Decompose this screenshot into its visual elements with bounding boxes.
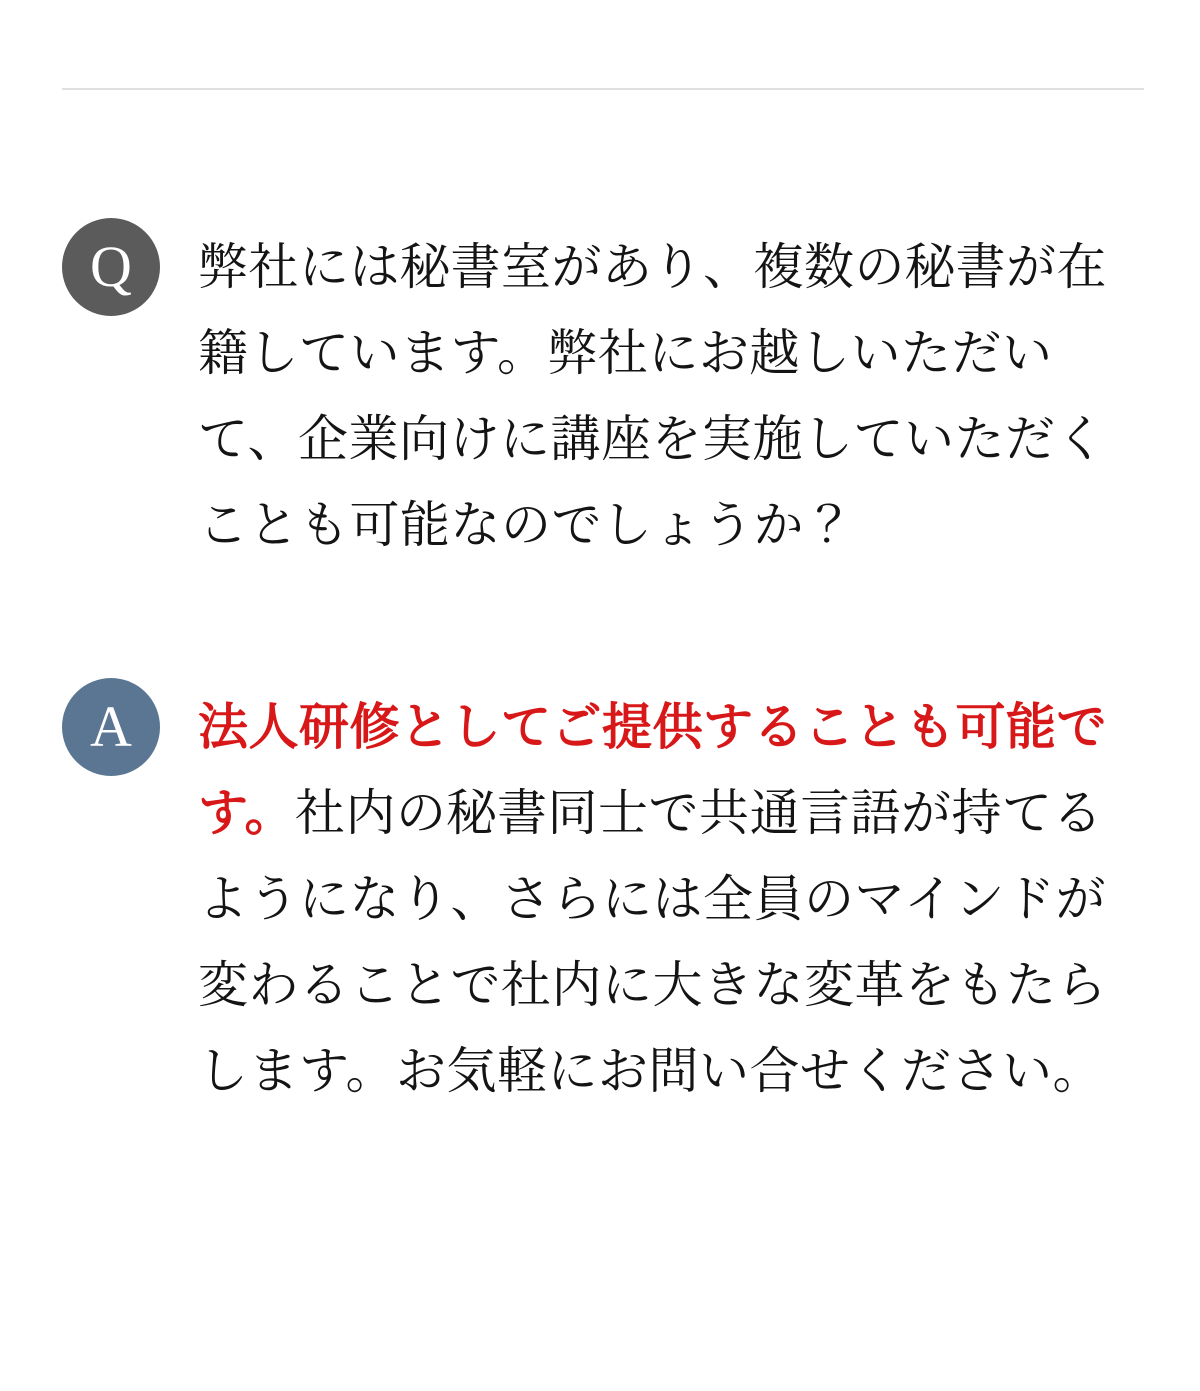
answer-badge: A (62, 678, 160, 776)
faq-question-block (62, 218, 1144, 568)
top-divider (62, 88, 1144, 90)
faq-list (62, 218, 1144, 1114)
answer-rest: 社内の秘書同士で共通言語が持てるようになり、さらには全員のマインドが変わることで社内に大きな変革をもたらします。お気軽にお問い合せください。 (198, 785, 1107, 1099)
answer-text (198, 678, 1144, 1114)
answer-highlight: 法人研修としてご提供することも可能です。 (198, 699, 1107, 841)
question-badge: Q (62, 218, 160, 316)
faq-answer-block (62, 678, 1144, 1114)
question-text: 弊社には秘書室があり、複数の秘書が在籍しています。弊社にお越しいただいて、企業向けに講座を実施していただくことも可能なのでしょうか？ (198, 239, 1107, 553)
